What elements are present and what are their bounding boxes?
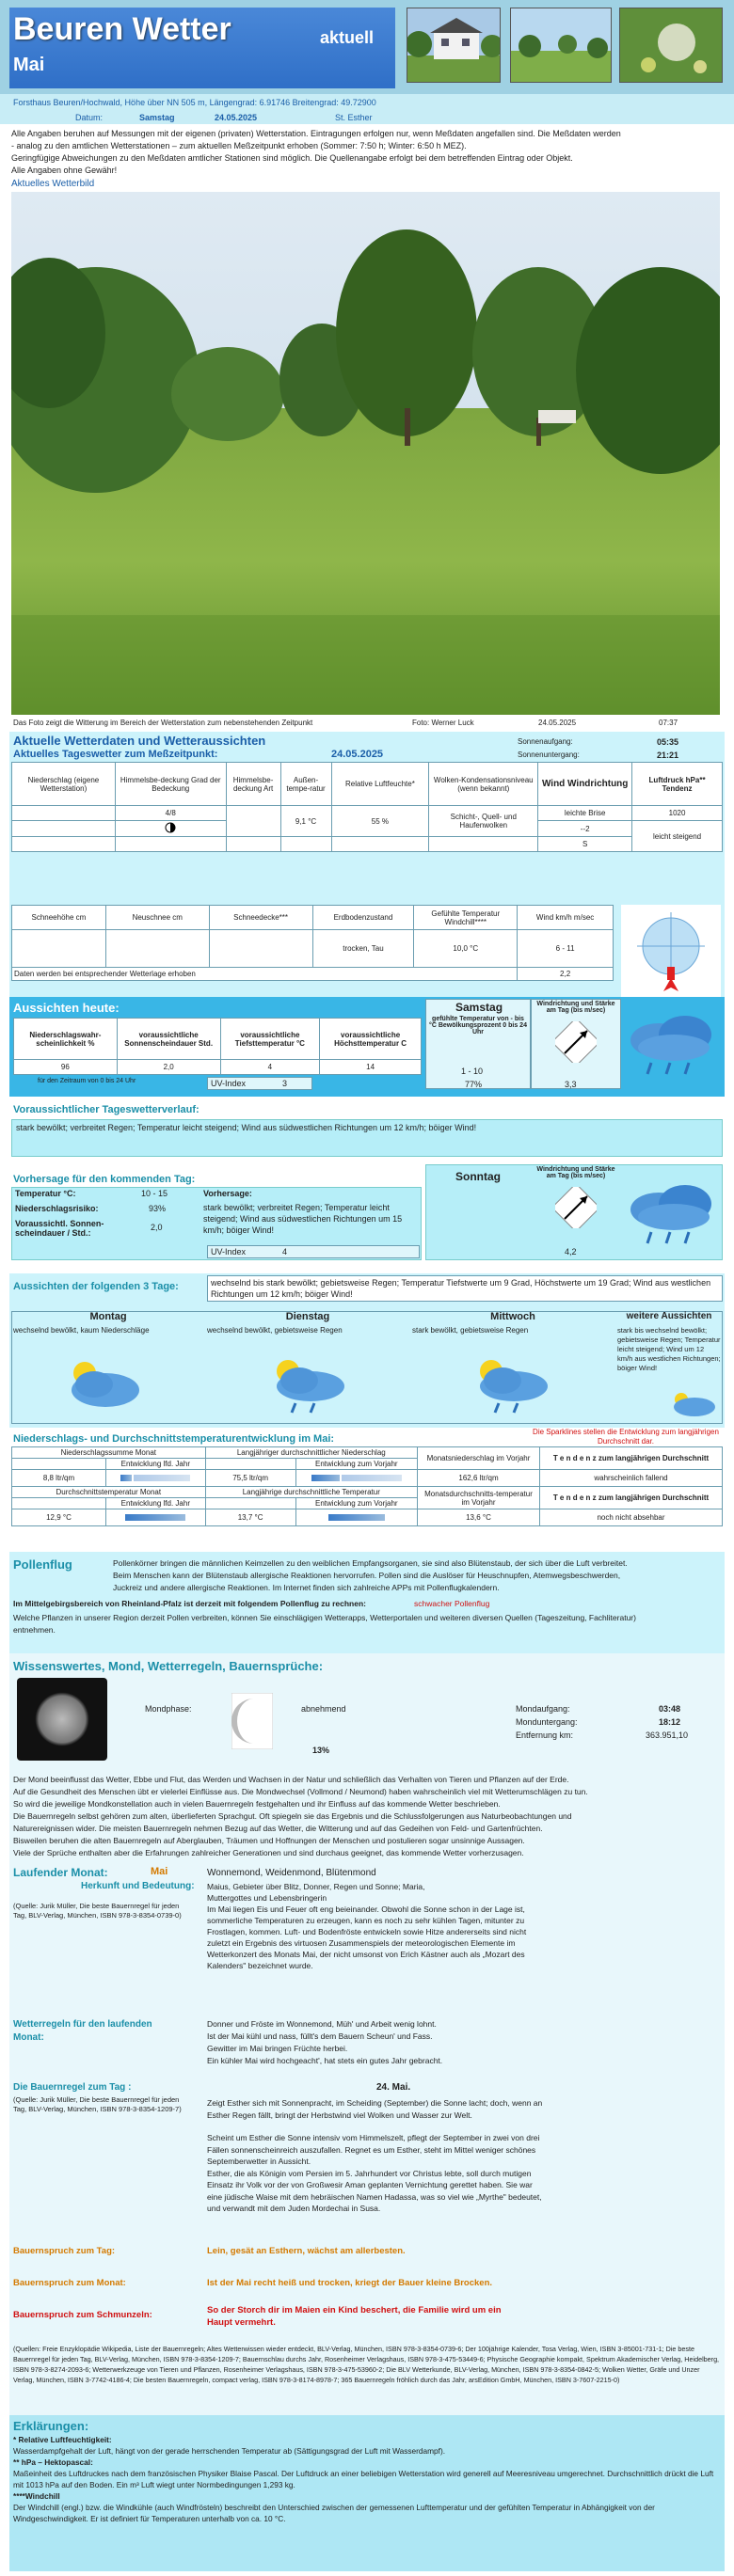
data-note: Daten werden bei entsprechender Wetterlage erhoben (12, 968, 518, 981)
intro-line: Alle Angaben ohne Gewähr! (11, 166, 118, 175)
saying-line: Scheint um Esther die Sonne intensiv vom Himmelszelt, pflegt der September in zwei von drei (207, 2133, 540, 2142)
saint-name: St. Esther (335, 113, 373, 122)
rule-line: Donner und Fröste im Wonnemond, Müh' und Arbeit wenig lohnt. (207, 2019, 437, 2029)
temp-prev: 13,6 °C (418, 1509, 540, 1526)
explanation-head: ****Windchill (13, 2491, 60, 2501)
temp-trend: noch nicht absehbar (540, 1509, 723, 1526)
knowledge-line: Bisweilen beruhen die alten Bauernregeln auf Aberglauben, Träumen und Hoffnungen der Menschen und postulieren sogar unsinnige Aussagen. (13, 1836, 525, 1845)
new-snow (105, 930, 209, 968)
precip-trend: wahrscheinlich fallend (540, 1470, 723, 1487)
current-weather-subtitle: Aktuelles Tageswetter zum Meßzeitpunkt: (13, 749, 218, 760)
moon-distance-label: Entfernung km: (516, 1731, 574, 1740)
header-cell: Luftdruck hPa** Tendenz (632, 763, 723, 806)
header-cell: Entwicklung lfd. Jahr (106, 1459, 206, 1470)
wind-value: 3,3 (565, 1080, 577, 1089)
photo-credit: Foto: Werner Luck (412, 719, 474, 727)
photo-time: 07:37 (659, 719, 678, 727)
pollen-text-2 (13, 1612, 725, 1636)
explanations-title: Erklärungen: (13, 2419, 89, 2433)
header-cell: Gefühlte Temperatur Windchill**** (414, 906, 518, 930)
photo-date: 24.05.2025 (538, 719, 577, 727)
tomorrow-forecast-label: Vorhersage: (203, 1189, 252, 1198)
intro-line: Alle Angaben beruhen auf Messungen mit der eigenen (privaten) Wetterstation. Eintragungen erfolgen nur, wenn Meßdaten angefallen sind. Die Meßdaten werden (11, 129, 621, 138)
trend-text: stark bewölkt; verbreitet Regen; Temperatur leicht steigend; Wind aus südwestlichen Richtungen um 12 km/h; böiger Wind! (16, 1123, 477, 1132)
sun-cloud-icon (56, 1352, 151, 1418)
day-description: stark bewölkt, gebietsweise Regen (412, 1326, 529, 1335)
header-cell: Entwicklung lfd. Jahr (106, 1498, 206, 1509)
sunset-label: Sonnenuntergang: (518, 751, 580, 759)
moonset: 18:12 (659, 1717, 681, 1727)
moon-phase: abnehmend (301, 1704, 346, 1714)
cloud-percent: 77% (465, 1080, 483, 1089)
three-day-title: Aussichten der folgenden 3 Tage: (13, 1281, 179, 1292)
header-cell: Durchschnittstemperatur Monat (12, 1487, 206, 1498)
day-saying-label: Bauernspruch zum Tag: (13, 2246, 116, 2256)
period-note: für den Zeitraum von 0 bis 24 Uhr (38, 1078, 136, 1084)
moon-phase-icon (231, 1693, 273, 1749)
wind-direction-letter: S (538, 837, 632, 852)
precip-probability: 96 (14, 1060, 118, 1075)
felt-header: gefühlte Temperatur von - bis °C Bewölkungsprozent 0 bis 24 Uhr (429, 1016, 527, 1035)
location-info: Forsthaus Beuren/Hochwald, Höhe über NN 505 m, Längengrad: 6.91746 Breitengrad: 49.72900 (13, 98, 376, 107)
snow-cover (209, 930, 312, 968)
pollen-line: Beim Menschen kann der Blütenstaub allergische Reaktionen hervorrufen. Pollen sind die Auslöser für Heuschnupfen, Atemwegsbeschwerden, (113, 1571, 621, 1580)
intro-text (11, 128, 726, 177)
moon-section-title: Wissenswertes, Mond, Wetterregeln, Bauernsprüche: (13, 1659, 324, 1673)
pollen-forecast: schwacher Pollenflug (414, 1599, 490, 1608)
precip-long: 75,5 ltr/qm (205, 1470, 295, 1487)
origin-line: Maius, Gebieter über Blitz, Donner, Regen und Sonne; Maria, (207, 1882, 425, 1891)
rule-line: Ein kühler Mai wird hochgeacht', hat stets ein gutes Jahr gebracht. (207, 2056, 443, 2065)
fun-saying: So der Storch dir im Maien ein Kind beschert, die Familie wird um ein Haupt vermehrt. (207, 2305, 502, 2328)
coverage-symbol (115, 821, 226, 837)
tomorrow-sun-label: Voraussichtl. Sonnen-scheindauer / Std.: (15, 1219, 104, 1238)
trend-box (11, 1119, 723, 1157)
saying-line: Esther Regen fällt, bringt der Herbstwind viel Wolken und Wasser zur Welt. (207, 2110, 472, 2120)
sun-rain-cloud-icon (262, 1352, 356, 1418)
saying-line: Einsatz ihr Volk vor der von Großwesir Aman geplanten Vernichtung gerettet haben. Sie war (207, 2180, 533, 2189)
coverage-value: 4/8 (115, 806, 226, 821)
sun-rain-cloud-icon (666, 1390, 721, 1422)
sun-rain-cloud-icon (465, 1352, 559, 1418)
rain-cloud-icon (623, 1006, 721, 1083)
header-cell: Niederschlagswahr-scheinlichkeit % (14, 1019, 118, 1060)
moon-phase-label: Mondphase: (145, 1704, 192, 1714)
three-day-summary: wechselnd bis stark bewölkt; gebietsweise Regen; Temperatur Tiefstwerte um 9 Grad, Höchstwerte um 19 Grad; Wind aus westlichen Richtungen um 12 km/h; böiger Wind! (207, 1275, 723, 1302)
pressure-value: 1020 (632, 806, 723, 821)
origin-line: Frostlagen, kommen. Luft- und Bodenfröste entwickeln sowie Hitze andererseits sind nicht (207, 1927, 527, 1936)
header-cell: Niederschlagssumme Monat (12, 1447, 206, 1459)
intro-line: - analog zu den amtlichen Wetterstationen – zum aktuellen Meßzeitpunkt erhoben (Sommer: 7:50 h; Winter: 6:50 h MEZ). (11, 141, 467, 150)
pollen-forecast-label: Im Mittelgebirgsbereich von Rheinland-Pfalz ist derzeit mit folgendem Pollenflug zu rechnen: (13, 1599, 366, 1608)
uv-value: 3 (282, 1079, 288, 1088)
felt-temperature: 10,0 °C (414, 930, 518, 968)
pollen-title: Pollenflug (13, 1557, 72, 1572)
saying-line: eine jüdische Waise mit dem hebräischen Namen Hadassa, was so viel wie „Myrthe" bedeutet, (207, 2191, 542, 2202)
rules-text (207, 2018, 630, 2067)
day-description: wechselnd bewölkt, gebietsweise Regen (207, 1326, 343, 1335)
day-name: Dienstag (285, 1311, 330, 1322)
photo-section-title: Aktuelles Wetterbild (11, 179, 95, 189)
header-cell: Relative Luftfeuchte* (331, 763, 429, 806)
current-weather-title: Aktuelle Wetterdaten und Wetteraussichten (13, 734, 266, 748)
sunrise-label: Sonnenaufgang: (518, 737, 573, 746)
tomorrow-risk-label: Niederschlagsrisiko: (15, 1204, 99, 1213)
date: 24.05.2025 (215, 113, 258, 122)
origin-line: Wetterkonzert des Monats Mai, der nicht umsonst von Erich Kästner auch als „Mozart des (207, 1950, 525, 1959)
temp-long: 13,7 °C (205, 1509, 295, 1526)
explanation-text: Der Windchill (engl.) bzw. die Windkühle (auch Windfrösteln) beschreibt den Unterschied zwischen der gemessenen Lufttemperatur und der gefühlten Temperatur in Abhängigkeit von der Windgeschwindigkeit. Er ist definiert für Temperaturen unterhalb von ca. 10 °C. (13, 2503, 655, 2523)
sparkline (295, 1509, 417, 1526)
wind-description: leichte Brise (538, 806, 632, 821)
month-names: Wonnemond, Weidenmond, Blütenmond (207, 1868, 376, 1878)
header-cell: Langjährige durchschnittliche Temperatur (205, 1487, 417, 1498)
header-cell: Schneedecke*** (209, 906, 312, 930)
header-cell: Wolken-Kondensationsniveau (wenn bekannt) (429, 763, 538, 806)
explanation-head: ** hPa – Hektopascal: (13, 2457, 93, 2467)
humidity-value: 55 % (331, 806, 429, 837)
header-cell: Monatsdurchschnitts-temperatur im Vorjahr (418, 1487, 540, 1509)
tomorrow-sun: 2,0 (151, 1223, 163, 1232)
header-cell: T e n d e n z zum langjährigen Durchschnitt (540, 1447, 723, 1470)
sparkline-note: Die Sparklines stellen die Entwicklung zum langjährigen Durchschnitt dar. (533, 1428, 719, 1446)
header-cell: T e n d e n z zum langjährigen Durchschnitt (540, 1487, 723, 1509)
sparkline (106, 1470, 206, 1487)
title-suffix: aktuell (320, 28, 375, 47)
header-cell: Neuschnee cm (105, 906, 209, 930)
pollen-line: Welche Pflanzen in unserer Region derzeit Pollen verbreiten, können Sie einschlägigen Wetterapps, Wetterportalen und weiteren diversen Quellen (Tageszeitung, Fachliteratur) (13, 1613, 636, 1622)
pollen-text (113, 1557, 721, 1594)
day-name: Mittwoch (490, 1311, 535, 1322)
origin-line: Im Mai liegen Eis und Feuer oft eng beieinander. Obwohl die Sonne schon in der Lage ist, (207, 1904, 525, 1914)
knowledge-line: So wird die jeweilige Mondkonstellation auch in vielen Bauernregeln festgehalten und ihr Einfluss auf das kommende Wetter beschrieben. (13, 1799, 501, 1809)
current-weather-photo (11, 192, 720, 715)
month-saying: Ist der Mai recht heiß und trocken, kriegt der Bauer kleine Brocken. (207, 2278, 493, 2288)
header (0, 0, 734, 94)
day-saying: Lein, gesät an Esthern, wächst am allerbesten. (207, 2246, 406, 2256)
explanation-text: Wasserdampfgehalt der Luft, hängt von der gerade herrschenden Temperatur ab (Sättigungsgrad der Luft mit Wasserdampf). (13, 2446, 446, 2456)
header-cell: Erdbodenzustand (312, 906, 414, 930)
further-text: stark bis wechselnd bewölkt; gebietsweise Regen; Temperatur leicht steigend; Wind um 12 km/h aus westlichen Richtungen; böiger Wind! (617, 1326, 721, 1372)
sparkline (106, 1509, 206, 1526)
tomorrow-temp-label: Temperatur °C: (15, 1189, 76, 1198)
saying-line: Esther, die als Königin vom Persien im 5. Jahrhundert vor Christus lebte, soll durch mutigen (207, 2168, 532, 2178)
saying-line: Fällen sonnenscheinreich auszufallen. Regnet es um Esther, steht im Mittel weniger schönes (207, 2144, 536, 2155)
rain-cloud-icon (623, 1176, 721, 1253)
current-month-label: Laufender Monat: (13, 1866, 108, 1879)
location-strip (0, 94, 734, 124)
fun-saying-label: Bauernspruch zum Schmunzeln: (13, 2310, 152, 2320)
moon-photo (17, 1678, 107, 1761)
saying-line: und verwandt mit dem Juden Mordechai in Susa. (207, 2204, 381, 2213)
sources-text: (Quellen: Freie Enzyklopädie Wikipedia, Liste der Bauernregeln; Altes Wetterwissen wieder entdeckt, BLV-Verlag, München, ISBN 978-3-8354-0739-6; Der 100jährige Kalender, Tosa Verlag, Wien, ISBN 3-85001-731-1; Die beste Bauernregel für jeden Tag, BLV-Verlag, München, ISBN 978-3-8354-1209-7; Bauernschlau durchs Jahr, Rosenheimer Verlagshaus, ISBN 978-3-475-53449-6; Physische Geographie kompakt, Spektrum Akademischer Verlag, Heidelberg, ISBN 978-3-8274-2093-6; Wetterwerkzeuge von Tieren und Pflanzen, Rosenheimer Verlagshaus, ISBN 978-3-475-53960-2; Die BLV Wetterkunde, BLV-Verlag, München, ISBN 978-3-8354-0842-5; Wolken Wetter, Gräfe und Unzer Verlag, München, ISBN 3-7742-4186-4; Die besten Bauernregeln, compact verlag, ISBN 978-3-8174-8978-7; 365 Bauernregeln fröhlich durch das Jahr, arsEdition GmbH, München, ISBN 3-7607-2215-0) (13, 2345, 720, 2384)
header-cell: Entwicklung zum Vorjahr (295, 1459, 417, 1470)
header-cell: Niederschlag (eigene Wetterstation) (12, 763, 116, 806)
wind-direction-icon (555, 1187, 597, 1228)
ground-state: trocken, Tau (312, 930, 414, 968)
tomorrow-wind-header: Windrichtung und Stärke am Tag (bis m/sec) (536, 1166, 615, 1179)
max-temperature: 14 (320, 1060, 422, 1075)
tomorrow-day: Sonntag (455, 1170, 501, 1183)
rule-line: Ist der Mai kühl und nass, füllt's dem Bauern Scheun' und Fass. (207, 2031, 433, 2041)
monthly-table (11, 1446, 723, 1526)
tomorrow-wind: 4,2 (565, 1247, 577, 1256)
origin-line: zuletzt ein Ergebnis des virtuosen Zusammenspiels der meteorologischen Elemente im (207, 1938, 516, 1948)
origin-label: Herkunft und Bedeutung: (81, 1881, 195, 1891)
header-cell: Entwicklung zum Vorjahr (295, 1498, 417, 1509)
origin-line: Kalenders" bezeichnet wurde. (207, 1961, 313, 1970)
current-weather-table-2 (11, 905, 614, 981)
header-cell: Schneehöhe cm (12, 906, 106, 930)
header-cell: Himmelsbe-deckung Art (226, 763, 280, 806)
today-table (13, 1018, 422, 1075)
uv-label: UV-Index (211, 1079, 247, 1088)
rule-line: Gewitter im Mai bringen Früchte herbei. (207, 2044, 348, 2053)
tomorrow-temp: 10 - 15 (141, 1189, 168, 1198)
wind-ms: 2,2 (518, 968, 614, 981)
wind-direction-value: --2 (538, 821, 632, 837)
knowledge-text (13, 1774, 723, 1859)
header-cell: Wind km/h m/sec (518, 906, 614, 930)
wind-direction-icon (555, 1021, 597, 1063)
moonrise: 03:48 (659, 1704, 681, 1714)
moonrise-label: Mondaufgang: (516, 1704, 570, 1714)
saying-text (207, 2097, 630, 2215)
knowledge-line: Viele der Sprüche enthalten aber die Erfahrungen zahlreicher Generationen und sind durchaus geeignet, das kommende Wetter vorherzusagen. (13, 1848, 524, 1857)
tomorrow-uv-label: UV-Index (211, 1247, 247, 1256)
wind-kmh: 6 - 11 (518, 930, 614, 968)
precip-month: 8,8 ltr/qm (12, 1470, 106, 1487)
origin-line: Muttergottes und Lebensbringerin (207, 1893, 327, 1903)
house-photo-thumbnail (407, 8, 501, 83)
sparkline (295, 1470, 417, 1487)
knowledge-line: Naturereignissen wider. Die meisten Bauernregeln nehmen Bezug auf das Wetter, die Witterung und auf das Gedeihen von Feld- und Gartenfrüchten. (13, 1824, 543, 1833)
intro-line: Geringfügige Abweichungen zu den Meßdaten amtlicher Stationen sind möglich. Die Quellenangabe erfolgt bei dem betreffenden Eintrag oder Objekt. (11, 153, 573, 163)
felt-range: 1 - 10 (461, 1067, 484, 1076)
meadow-photo-thumbnail (510, 8, 612, 83)
precip-cell (12, 806, 116, 821)
header-cell: voraussichtliche Sonnenscheindauer Std. (117, 1019, 220, 1060)
header-cell: voraussichtliche Höchsttemperatur C (320, 1019, 422, 1060)
day-description: wechselnd bewölkt, kaum Niederschläge (13, 1326, 150, 1335)
pressure-trend: leicht steigend (632, 821, 723, 852)
page-title: Beuren Wetter (13, 11, 231, 47)
snow-height (12, 930, 106, 968)
explanations-text (13, 2434, 721, 2524)
current-weather-table (11, 762, 723, 852)
header-cell: Himmelsbe-deckung Grad der Bedeckung (115, 763, 226, 806)
weekday: Samstag (139, 113, 175, 122)
explanation-head: * Relative Luftfeuchtigkeit: (13, 2435, 112, 2444)
saying-line: Zeigt Esther sich mit Sonnenpracht, im Scheiding (September) die Sonne lacht; doch, wenn an (207, 2098, 543, 2108)
trend-title: Voraussichtlicher Tageswetterverlauf: (13, 1104, 199, 1115)
month-label: Mai (13, 55, 45, 75)
flower-photo-thumbnail (619, 8, 723, 83)
current-date: 24.05.2025 (331, 749, 384, 760)
cloud-type: Schicht-, Quell- und Haufenwolken (429, 806, 538, 837)
moon-distance: 363.951,10 (646, 1731, 689, 1740)
coverage-type-cell (226, 806, 280, 837)
header-cell: voraussichtliche Tiefsttemperatur °C (220, 1019, 320, 1060)
knowledge-line: Auf die Gesundheit des Menschen übt er vielerlei Einflüsse aus. Die Mondwechsel (Vollmond / Neumond) haben wahrscheinlich viel mit Wetterumschlägen zu tun. (13, 1787, 588, 1796)
sunset-time: 21:21 (657, 751, 679, 760)
tomorrow-title: Vorhersage für den kommenden Tag: (13, 1174, 196, 1185)
tomorrow-uv: 4 (282, 1247, 288, 1256)
day-name: Montag (89, 1311, 127, 1322)
today-title: Aussichten heute: (13, 1001, 120, 1015)
saying-date: 24. Mai. (376, 2082, 411, 2093)
month-saying-label: Bauernspruch zum Monat: (13, 2278, 126, 2288)
min-temperature: 4 (220, 1060, 320, 1075)
pollen-line: Juckreiz und andere allergische Reaktionen. Im Internet finden sich zahlreiche APPs mit Pollenflugkalendern. (113, 1583, 500, 1592)
today-day: Samstag (455, 1001, 503, 1014)
header-cell: Außen-tempe-ratur (280, 763, 331, 806)
header-cell: Monatsniederschlag im Vorjahr (418, 1447, 540, 1470)
precip-cell (12, 821, 116, 837)
sunrise-time: 05:35 (657, 737, 679, 747)
current-month: Mai (151, 1866, 168, 1877)
source-note: (Quelle: Jurik Müller, Die beste Bauernregel für jeden Tag, BLV-Verlag, München, ISBN 978-3-8354-0739-0) (13, 1902, 182, 1920)
monthly-title: Niederschlags- und Durchschnittstemperaturentwicklung im Mai: (13, 1433, 335, 1445)
source-note: (Quelle: Jurik Müller, Die beste Bauernregel für jeden Tag, BLV-Verlag, München, ISBN 978-3-8354-1209-7) (13, 2095, 182, 2113)
saying-label: Die Bauernregel zum Tag : (13, 2082, 132, 2093)
explanation-text: Maßeinheit des Luftdruckes nach dem französischen Physiker Blaise Pascal. Der Luftdruck an einer beliebigen Wetterstation wird generell auf Meeresniveau umgerechnet. Durchschnittlich drückt die Luft mit 1013 hPa auf den Boden. Ein m³ Luft wiegt unter Normbedingungen 1,293 kg. (13, 2469, 714, 2489)
precip-prev: 162,6 ltr/qm (418, 1470, 540, 1487)
photo-caption: Das Foto zeigt die Witterung im Bereich der Wetterstation zum nebenstehenden Zeitpunkt (13, 719, 313, 727)
origin-text (207, 1881, 630, 1971)
knowledge-line: Die Bauernregeln selbst gehören zum alten, überlieferten Sprachgut. Oft spiegeln sie das Ergebnis und die Schlussfolgerungen aus Naturbeobachtungen und (13, 1811, 572, 1821)
rules-label: Wetterregeln für den laufenden Monat: (13, 2019, 152, 2043)
moon-visible: 13% (312, 1746, 330, 1755)
temp-month: 12,9 °C (12, 1509, 106, 1526)
tomorrow-forecast: stark bewölkt; verbreitet Regen; Temperatur leicht steigend; Wind aus südwestlichen Richtungen um 15 km/h; böiger Wind! (203, 1203, 403, 1235)
moonset-label: Monduntergang: (516, 1717, 578, 1727)
temperature-value: 9,1 °C (280, 806, 331, 837)
knowledge-line: Der Mond beeinflusst das Wetter, Ebbe und Flut, das Werden und Wachsen in der Natur und schließlich das Verhalten von Tieren und Pflanzen auf der Erde. (13, 1775, 569, 1784)
header-cell: Langjähriger durchschnittlicher Niederschlag (205, 1447, 417, 1459)
further-title: weitere Aussichten (626, 1311, 712, 1321)
sunshine-hours: 2,0 (117, 1060, 220, 1075)
saying-line: Septemberwetter in Aussicht. (207, 2157, 311, 2166)
pollen-line: Pollenkörner bringen die männlichen Keimzellen zu den weiblichen Empfangsorganen, sie sind also Blütenstaub, der sich über die Luft verbreitet. (113, 1558, 628, 1568)
date-label: Datum: (75, 113, 104, 122)
wind-header: Windrichtung und Stärke am Tag (bis m/sec) (536, 1001, 615, 1014)
compass-rose-icon (621, 905, 721, 997)
header-cell: Wind Windrichtung (538, 763, 632, 806)
pollen-line: entnehmen. (13, 1625, 56, 1635)
tomorrow-risk: 93% (149, 1204, 167, 1213)
origin-line: sommerliche Temperaturen zu erzeugen, kann es noch zu sehr kühlen Tagen, mitunter zu (207, 1916, 525, 1925)
